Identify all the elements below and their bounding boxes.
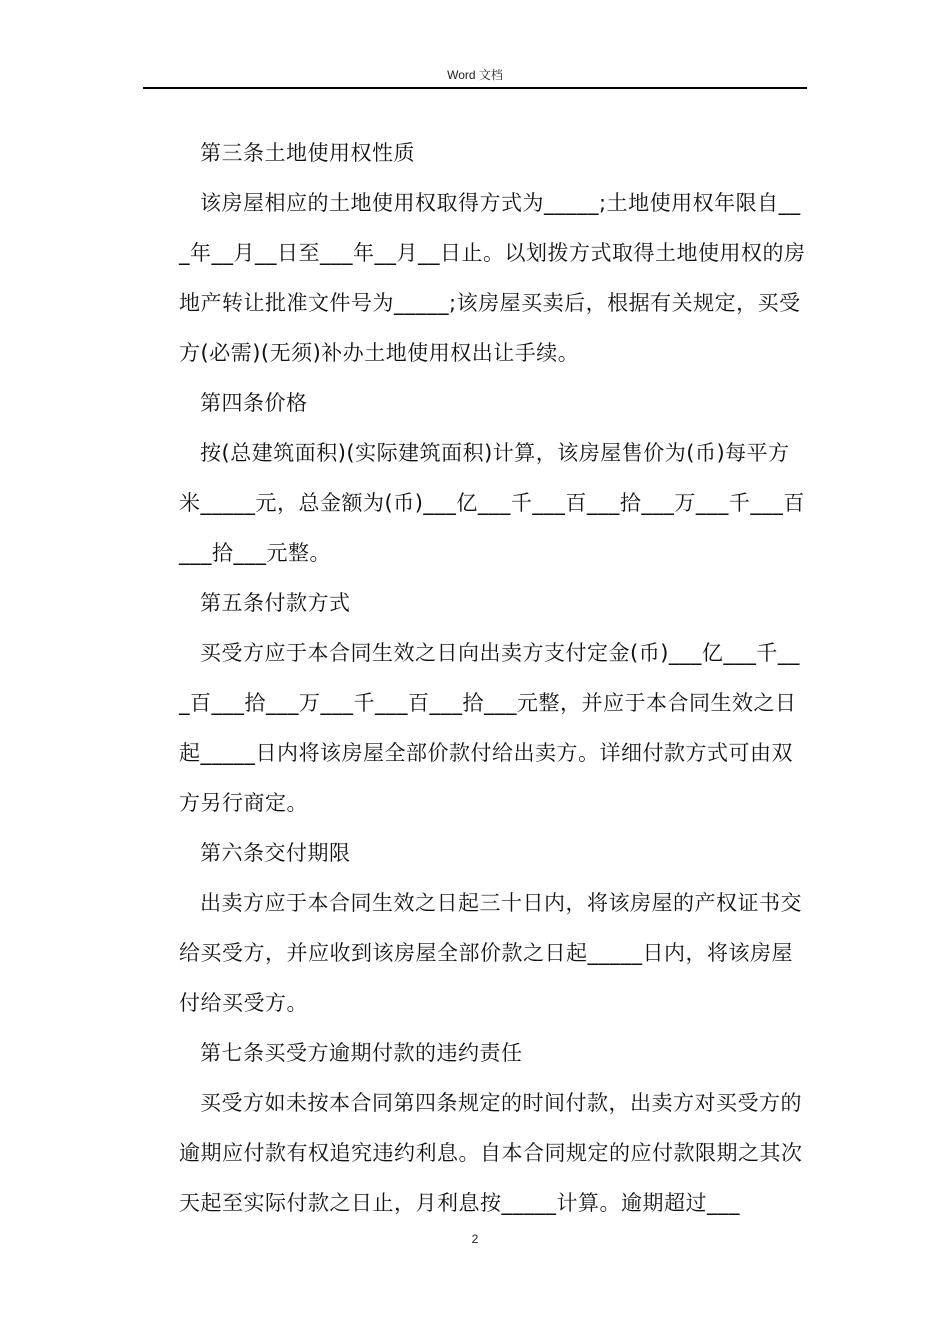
page-number: 2 (471, 1232, 479, 1246)
article-4-heading: 第四条价格 (200, 391, 308, 415)
article-5-paragraph: 买受方应于本合同生效之日向出卖方支付定金(币)___亿___千___百___拾___万___千___百___拾___元整，并应于本合同生效之日起_____日内将该房屋全部价款付给出卖方。详细付款方式可由双方另行商定。 (179, 641, 800, 815)
article-5-heading: 第五条付款方式 (200, 591, 351, 615)
document-body (179, 128, 807, 1228)
header-divider (143, 87, 807, 89)
article-6-paragraph: 出卖方应于本合同生效之日起三十日内，将该房屋的产权证书交给买受方，并应收到该房屋全部价款之日起_____日内，将该房屋付给买受方。 (179, 891, 802, 1015)
article-4-paragraph: 按(总建筑面积)(实际建筑面积)计算，该房屋售价为(币)每平方米_____元，总金额为(币)___亿___千___百___拾___万___千___百___拾___元整。 (179, 441, 805, 565)
article-7-heading: 第七条买受方逾期付款的违约责任 (200, 1041, 523, 1065)
article-3-paragraph: 该房屋相应的土地使用权取得方式为_____;土地使用权年限自___年__月__日至___年__月__日止。以划拨方式取得土地使用权的房地产转让批准文件号为_____;该房屋买卖后，根据有关规定，买受方(必需)(无须)补办土地使用权出让手续。 (179, 191, 806, 365)
article-3-heading: 第三条土地使用权性质 (200, 141, 415, 165)
article-6-heading: 第六条交付期限 (200, 841, 351, 865)
article-7-paragraph: 买受方如未按本合同第四条规定的时间付款，出卖方对买受方的逾期应付款有权追究违约利息。自本合同规定的应付款限期之其次天起至实际付款之日止，月利息按_____计算。逾期超过___ (179, 1091, 803, 1215)
page-header: Word 文档 (447, 68, 503, 82)
